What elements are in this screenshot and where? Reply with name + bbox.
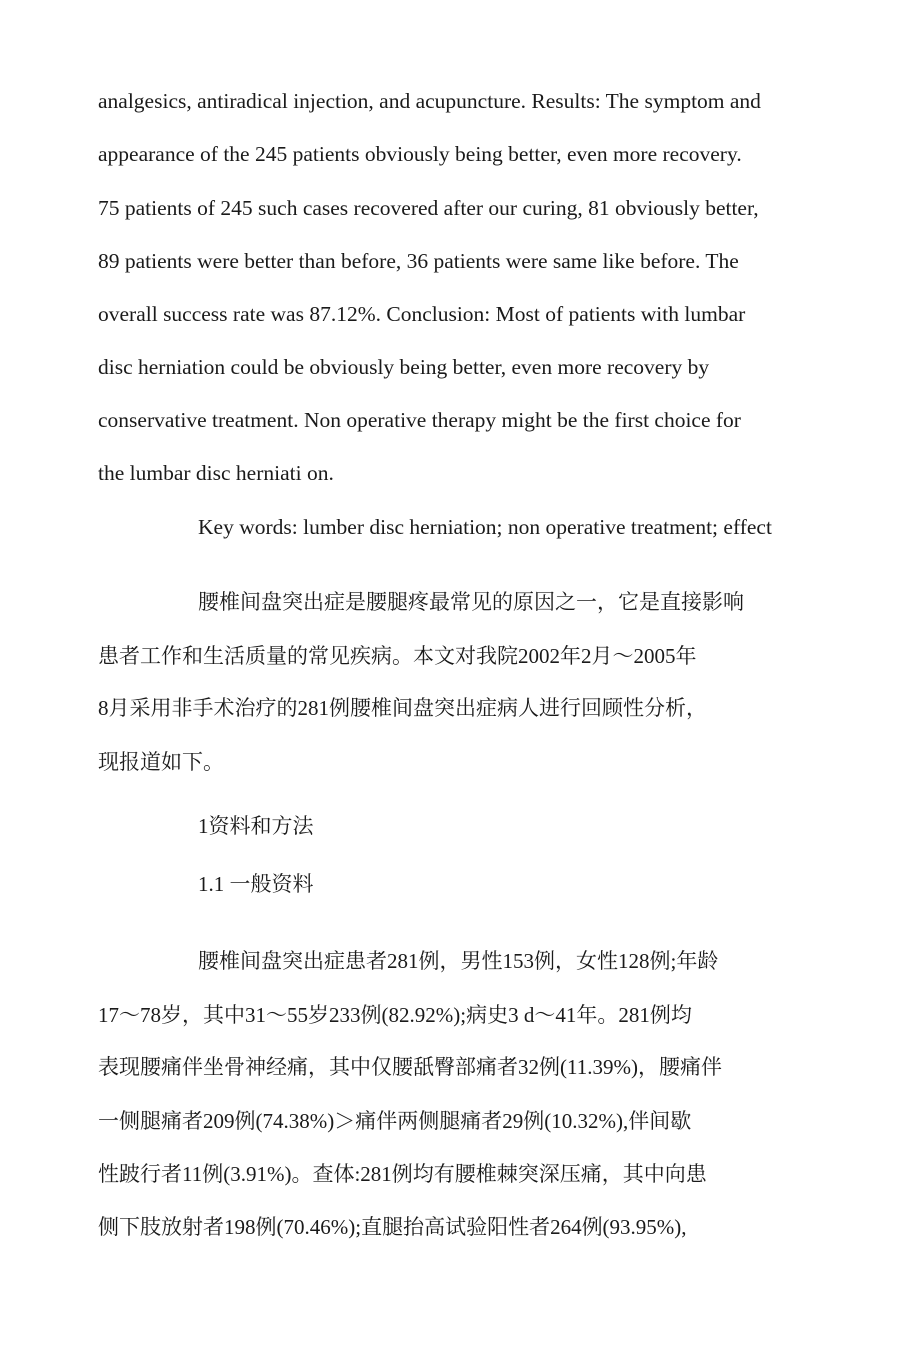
abstract-line: 89 patients were better than before, 36 patients were same like before. The xyxy=(98,249,739,273)
general-line: 侧下肢放射者198例(70.46%);直腿抬高试验阳性者264例(93.95%), xyxy=(98,1215,687,1239)
general-line: 腰椎间盘突出症患者281例，男性153例，女性128例;年龄 xyxy=(198,949,719,973)
general-line: 表现腰痛伴坐骨神经痛，其中仅腰舐臀部痛者32例(11.39%)，腰痛伴 xyxy=(98,1055,722,1079)
intro-line: 腰椎间盘突出症是腰腿疼最常见的原因之一，它是直接影响 xyxy=(198,590,744,614)
intro-line: 患者工作和生活质量的常见疾病。本文对我院2002年2月～2005年 xyxy=(98,644,697,668)
abstract-line: analgesics, antiradical injection, and acupuncture. Results: The symptom and xyxy=(98,89,761,113)
intro-line: 现报道如下。 xyxy=(98,750,224,774)
intro-line: 8月采用非手术治疗的281例腰椎间盘突出症病人进行回顾性分析， xyxy=(98,696,707,720)
abstract-line: overall success rate was 87.12%. Conclusion: Most of patients with lumbar xyxy=(98,302,746,326)
keywords-line: Key words: lumber disc herniation; non operative treatment; effect xyxy=(198,515,772,539)
abstract-line: conservative treatment. Non operative therapy might be the first choice for xyxy=(98,408,741,432)
general-line: 17～78岁，其中31～55岁233例(82.92%);病史3 d～41年。281例均 xyxy=(98,1003,692,1027)
abstract-line: appearance of the 245 patients obviously being better, even more recovery. xyxy=(98,142,742,166)
subsection-heading: 1.1 一般资料 xyxy=(198,872,314,896)
general-line: 性跛行者11例(3.91%)。查体:281例均有腰椎棘突深压痛，其中向患 xyxy=(98,1162,707,1186)
general-line: 一侧腿痛者209例(74.38%)＞痛伴两侧腿痛者29例(10.32%),伴间歇 xyxy=(98,1109,692,1133)
abstract-line: disc herniation could be obviously being better, even more recovery by xyxy=(98,355,710,379)
abstract-line: 75 patients of 245 such cases recovered after our curing, 81 obviously better, xyxy=(98,196,759,220)
section-heading: 1资料和方法 xyxy=(198,814,314,838)
abstract-line: the lumbar disc herniati on. xyxy=(98,461,334,485)
